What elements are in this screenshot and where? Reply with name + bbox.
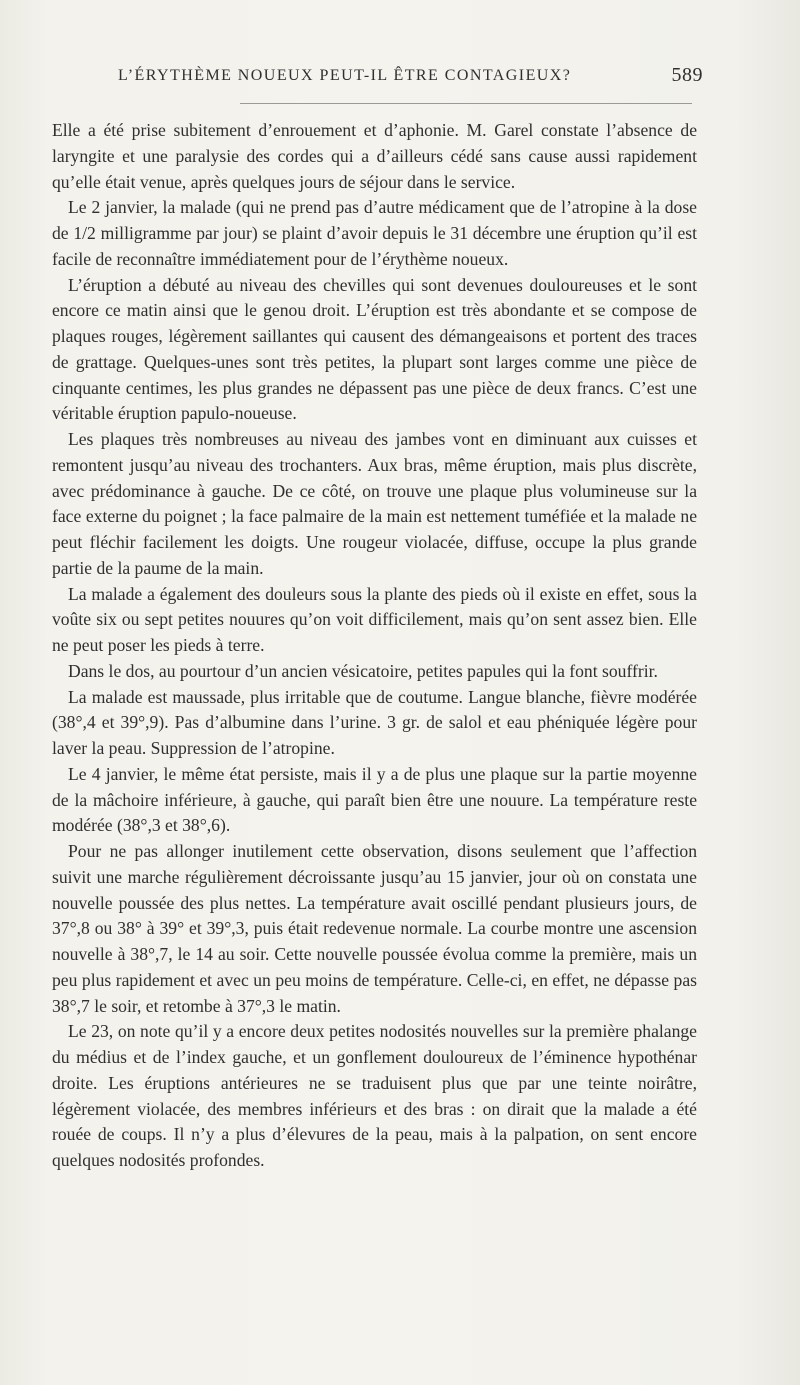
- page-number: 589: [671, 64, 703, 86]
- paragraph-5: La malade a également des douleurs sous la plante des pieds où il existe en effet, sous la voûte six ou sept petites nouures qu’on voit difficilement, mais qu’on sent assez bien. Elle ne peut poser les pieds à terre.: [52, 583, 697, 655]
- paragraph-9: Pour ne pas allonger inutilement cette observation, disons seulement que l’affection suivit une marche régulièrement décroissante jusqu’au 15 janvier, jour où on constata une nouvelle poussée des plus nettes. La température avait oscillé pendant plusieurs jours, de 37°,8 ou 38° à 39° et 39°,3, puis était redevenue normale. La courbe montre une ascension nouvelle à 38°,7, le 14 au soir. Cette nouvelle poussée évolua comme la première, mais un peu plus rapidement et avec un peu moins de température. Celle-ci, en effet, ne dépasse pas 38°,7 le soir, et retombe à 37°,3 le matin.: [52, 841, 697, 1016]
- header-rule: [240, 103, 692, 104]
- paragraph-1: Elle a été prise subitement d’enrouement et d’aphonie. M. Garel constate l’absence de laryngite et une paralysie des cordes qui a d’ailleurs cédé sans cause aussi rapidement qu’elle était venue, après quelques jours de séjour dans le service.: [52, 120, 697, 192]
- paragraph-3: L’éruption a débuté au niveau des chevilles qui sont devenues douloureuses et le sont encore ce matin ainsi que le genou droit. L’éruption est très abondante et se compose de plaques rouges, légèrement saillantes qui causent des démangeaisons et portent des traces de grattage. Quelques-unes sont très petites, la plupart sont larges comme une pièce de cinquante centimes, les plus grandes ne dépassent pas une pièce de deux francs. C’est une véritable éruption papulo-noueuse.: [52, 274, 697, 424]
- paragraph-10: Le 23, on note qu’il y a encore deux petites nodosités nouvelles sur la première phalange du médius et de l’index gauche, et un gonflement douloureux de l’éminence hypothénar droite. Les éruptions antérieures ne se traduisent plus que par une teinte noirâtre, légèrement violacée, des membres inférieurs et des bras : on dirait que la malade a été rouée de coups. Il n’y a plus d’élevures de la peau, mais à la palpation, on sent encore quelques nodosités profondes.: [52, 1021, 697, 1170]
- paragraph-7: La malade est maussade, plus irritable que de coutume. Langue blanche, fièvre modérée (38°,4 et 39°,9). Pas d’albumine dans l’urine. 3 gr. de salol et eau phéniquée légère pour laver la peau. Suppression de l’atropine.: [52, 686, 697, 758]
- paragraph-6: Dans le dos, au pourtour d’un ancien vésicatoire, petites papules qui la font souffrir.: [68, 660, 658, 681]
- running-title: L’ÉRYTHÈME NOUEUX PEUT-IL ÊTRE CONTAGIEUX?: [118, 67, 572, 84]
- body-text: [52, 118, 697, 1174]
- paragraph-8: Le 4 janvier, le même état persiste, mais il y a de plus une plaque sur la partie moyenne de la mâchoire inférieure, à gauche, qui paraît bien être une nouure. La température reste modérée (38°,3 et 38°,6).: [52, 763, 697, 836]
- paragraph-2: Le 2 janvier, la malade (qui ne prend pas d’autre médicament que de l’atropine à la dose de 1/2 milligramme par jour) se plaint d’avoir depuis le 31 décembre une éruption qu’il est facile de reconnaître immédiatement pour de l’érythème noueux.: [52, 197, 697, 269]
- paragraph-4: Les plaques très nombreuses au niveau des jambes vont en diminuant aux cuisses et remontent jusqu’au niveau des trochanters. Aux bras, même éruption, mais plus discrète, avec prédominance à gauche. De ce côté, on trouve une plaque plus volumineuse sur la face externe du poignet ; la face palmaire de la main est nettement tuméfiée et la malade ne peut fléchir facilement les doigts. Une rougeur violacée, diffuse, occupe la plus grande partie de la paume de la main.: [52, 429, 697, 578]
- running-head: [118, 64, 703, 95]
